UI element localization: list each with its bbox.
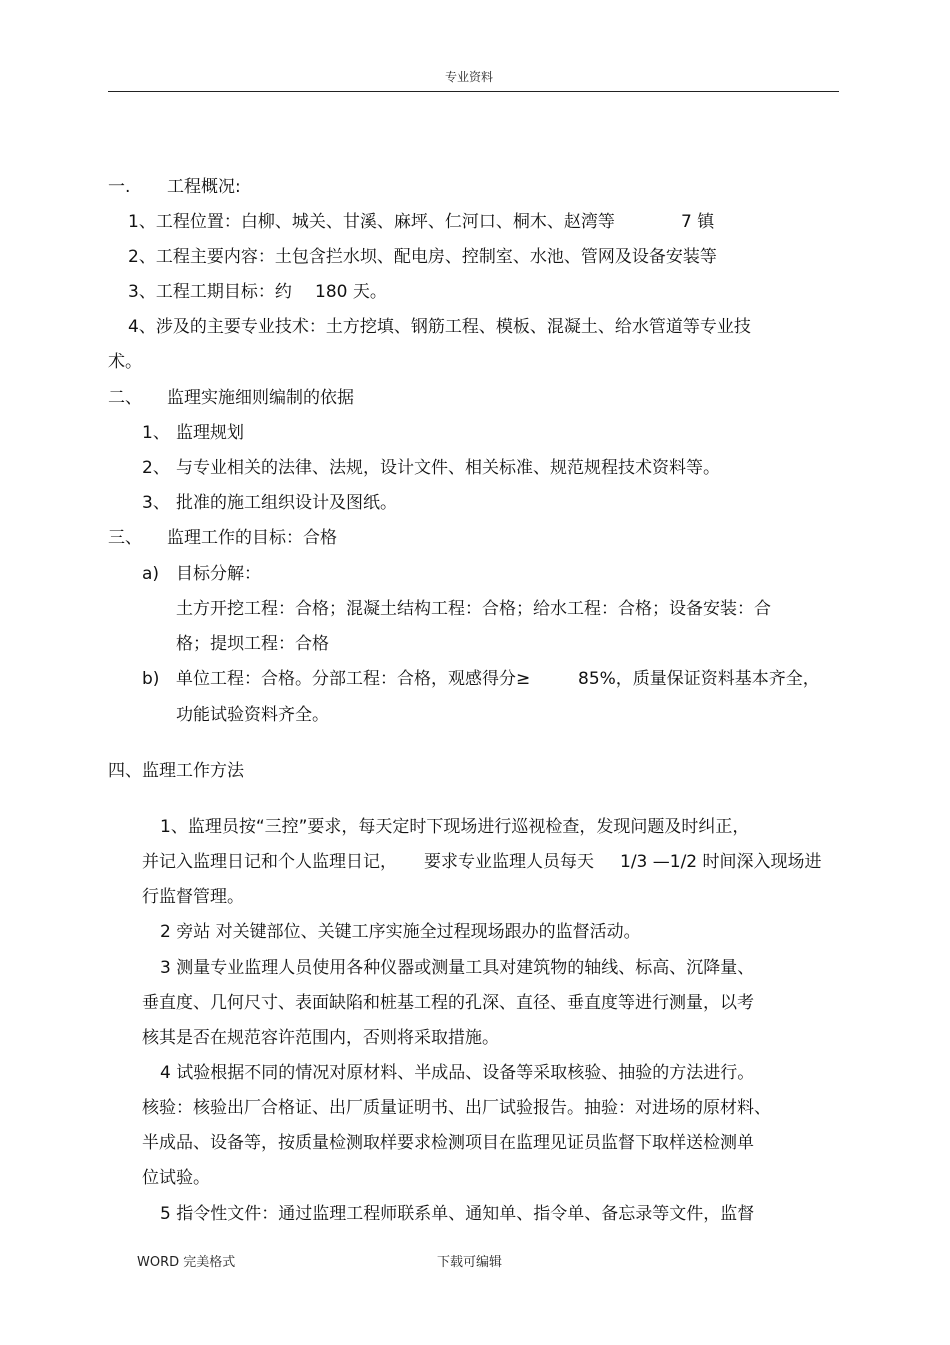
s4-p1-line1: 1、监理员按“三控”要求，每天定时下现场进行巡视检查，发现问题及时纠正， [160, 817, 750, 837]
s4-p3-line3: 核其是否在规范容许范围内，否则将采取措施。 [142, 1028, 499, 1048]
s4-p4-line4: 位试验。 [142, 1168, 210, 1188]
s1-item-1-tail: 7 镇 [681, 212, 715, 232]
s4-p1-line2a: 并记入监理日记和个人监理日记， [142, 852, 397, 872]
s4-p5-line1: 5 指令性文件：通过监理工程师联系单、通知单、指令单、备忘录等文件，监督 [160, 1204, 755, 1224]
s3-a-text: 目标分解： [176, 564, 261, 584]
s1-item-3: 3、工程工期目标：约 [128, 282, 292, 302]
s2-item-3-text: 批准的施工组织设计及图纸。 [176, 493, 397, 513]
section-2-number: 二、 [108, 388, 142, 408]
s4-p4-line2: 核验：核验出厂合格证、出厂质量证明书、出厂试验报告。抽验：对进场的原材料、 [142, 1098, 771, 1118]
s3-b-text-2: 85%，质量保证资料基本齐全， [578, 669, 820, 689]
s3-a-number: a) [142, 564, 160, 584]
section-1-title: 工程概况: [167, 177, 241, 197]
header-rule [108, 91, 839, 92]
s3-a-line1: 土方开挖工程：合格；混凝土结构工程：合格；给水工程：合格；设备安装：合 [176, 599, 771, 619]
s2-item-2-number: 2、 [142, 458, 170, 478]
page-header-title: 专业资料 [445, 70, 494, 84]
s3-b-line2: 功能试验资料齐全。 [176, 705, 329, 725]
s1-item-2: 2、工程主要内容：土包含拦水坝、配电房、控制室、水池、管网及设备安装等 [128, 247, 717, 267]
s4-p4-line1: 4 试验根据不同的情况对原材料、半成品、设备等采取核验、抽验的方法进行。 [160, 1063, 755, 1083]
s1-item-3-duration: 180 天。 [315, 282, 387, 302]
s3-b-number: b) [142, 669, 160, 689]
footer-left-label: WORD 完美格式 [137, 1255, 236, 1270]
s4-p1-line3: 行监督管理。 [142, 887, 244, 907]
s4-p2-line1: 2 旁站 对关键部位、关键工序实施全过程现场跟办的监督活动。 [160, 922, 641, 942]
s2-item-1-number: 1、 [142, 423, 170, 443]
section-3-number: 三、 [108, 528, 142, 548]
s3-a-line2: 格；提坝工程：合格 [176, 634, 329, 654]
s4-p1-line2c: 1/3 —1/2 时间深入现场进 [620, 852, 822, 872]
s2-item-3-number: 3、 [142, 493, 170, 513]
s4-p3-line1: 3 测量专业监理人员使用各种仪器或测量工具对建筑物的轴线、标高、沉降量、 [160, 958, 755, 978]
section-4-title: 四、监理工作方法 [108, 761, 244, 781]
section-3-title: 监理工作的目标：合格 [167, 528, 337, 548]
footer-center-label: 下载可编辑 [437, 1255, 503, 1270]
s3-b-text-1: 单位工程：合格。分部工程：合格，观感得分≥ [176, 669, 531, 689]
s4-p4-line3: 半成品、设备等，按质量检测取样要求检测项目在监理见证员监督下取样送检测单 [142, 1133, 754, 1153]
s1-item-4-line2: 术。 [108, 352, 142, 372]
section-2-title: 监理实施细则编制的依据 [167, 388, 354, 408]
section-1-number: 一. [108, 177, 131, 197]
s2-item-1-text: 监理规划 [176, 423, 244, 443]
s1-item-4-line1: 4、涉及的主要专业技术：土方挖填、钢筋工程、模板、混凝土、给水管道等专业技 [128, 317, 751, 337]
s4-p1-line2b: 要求专业监理人员每天 [424, 852, 594, 872]
s4-p3-line2: 垂直度、几何尺寸、表面缺陷和桩基工程的孔深、直径、垂直度等进行测量，以考 [142, 993, 754, 1013]
s2-item-2-text: 与专业相关的法律、法规，设计文件、相关标准、规范规程技术资料等。 [176, 458, 720, 478]
s1-item-1: 1、工程位置：白柳、城关、甘溪、麻坪、仁河口、桐木、赵湾等 [128, 212, 615, 232]
